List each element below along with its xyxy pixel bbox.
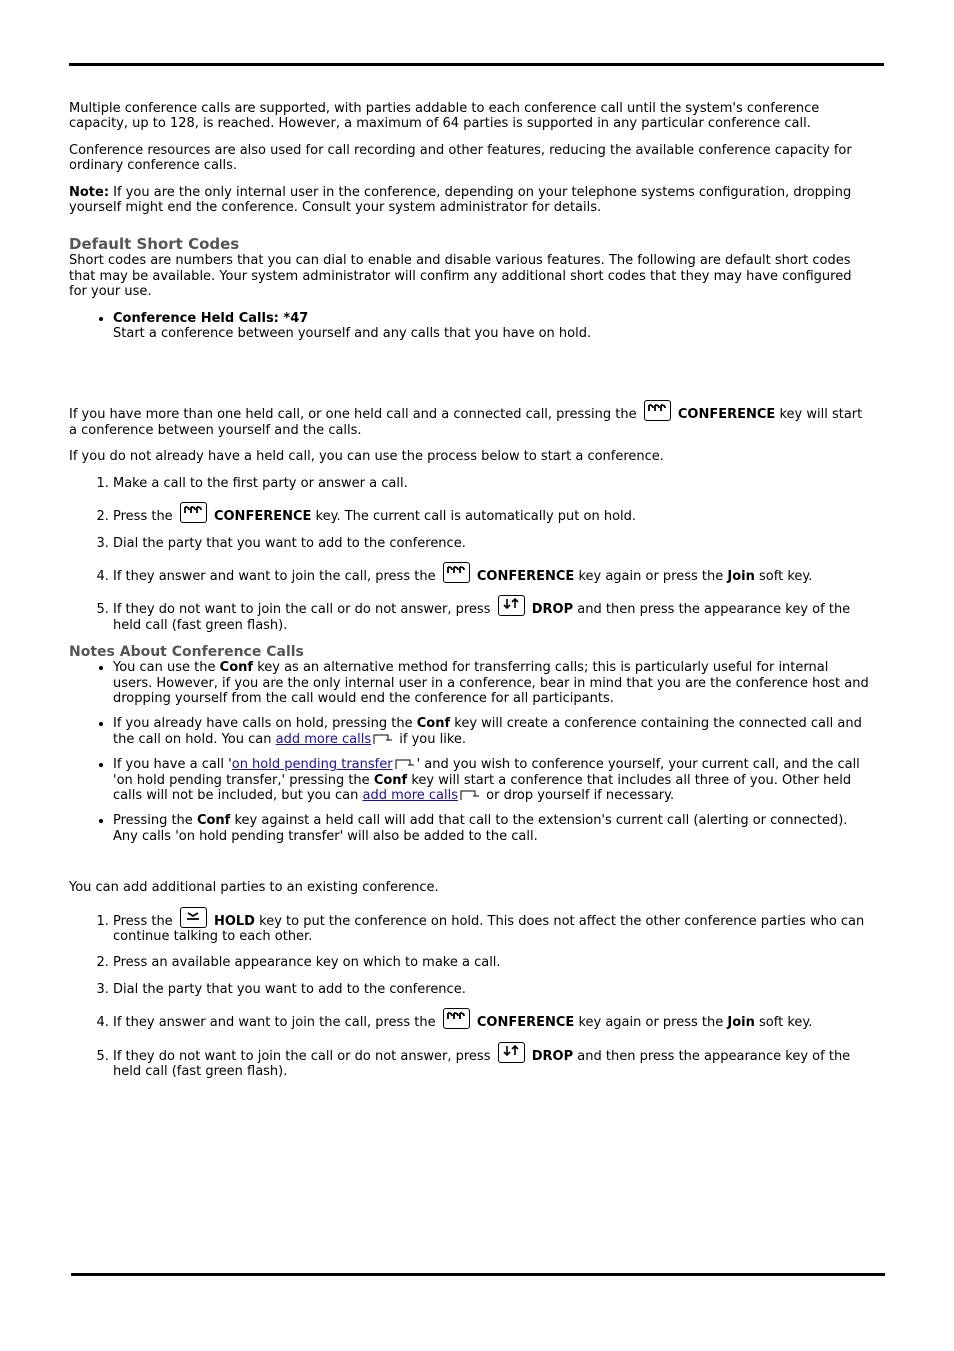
conf-key-label: Conf [416, 716, 451, 732]
step-text: Press the [113, 913, 173, 929]
conference-key-label: CONFERENCE [476, 1015, 575, 1031]
step-text: and then press the appearance key of the held call (fast green flash). [113, 602, 851, 633]
header-rule [69, 63, 884, 66]
step-text: key again or press the [578, 1015, 724, 1031]
conference-key-label: CONFERENCE [677, 407, 776, 423]
page-content [69, 101, 869, 1090]
add-more-calls-link[interactable]: add more calls [362, 787, 459, 803]
list-item [113, 716, 869, 747]
cross-reference-icon [373, 734, 393, 744]
list-item [113, 907, 869, 945]
list-item [113, 562, 869, 584]
start-paragraph-2: If you do not already have a held call, you can use the process below to start a conference. [69, 449, 664, 465]
short-codes-text: Short codes are numbers that you can dial to enable and disable various features. The following are default short codes that may be available. Your system administrator will confirm any additional short codes that they may have configured for your use. [69, 253, 852, 300]
step-text: Press the [113, 509, 173, 525]
note-text: If you already have calls on hold, pressing the [113, 716, 413, 732]
footer-rule [71, 1273, 885, 1276]
note-text: key against a held call will add that call to the extension's current call (alerting or connected). Any calls 'on hold pending transfer' will also be added to the call. [113, 813, 848, 844]
conference-key-icon [443, 1008, 470, 1029]
short-codes-heading: Default Short Codes [69, 235, 240, 254]
note-text: ' and you wish to conference yourself, your current call, and the call 'on hold pending transfer,' pressing the [113, 757, 860, 788]
step-text: key. The current call is automatically put on hold. [315, 509, 637, 525]
list-item [113, 536, 869, 551]
short-code-title: Conference Held Calls: *47 [113, 310, 309, 326]
notes-list [69, 660, 869, 844]
step-text: Make a call to the first party or answer a call. [113, 475, 408, 491]
list-item [113, 813, 869, 844]
list-item [113, 502, 869, 524]
join-softkey-label: Join [727, 1015, 755, 1031]
list-item [113, 660, 869, 706]
conf-key-label: Conf [196, 813, 231, 829]
step-text: If they answer and want to join the call, press the [113, 568, 436, 584]
start-text-a: If you have more than one held call, or one held call and a connected call, pressing the [69, 407, 637, 423]
step-text: Dial the party that you want to add to the conference. [113, 535, 466, 551]
note-text: Pressing the [113, 813, 193, 829]
note-text: or drop yourself if necessary. [486, 787, 675, 803]
short-code-description: Start a conference between yourself and any calls that you have on hold. [113, 326, 592, 342]
cross-reference-icon [460, 790, 480, 800]
note-text: You can use the [113, 660, 216, 676]
join-softkey-label: Join [727, 568, 755, 584]
list-item [113, 311, 869, 342]
intro-paragraph-1: Multiple conference calls are supported, with parties addable to each conference call until the system's conference capacity, up to 128, is reached. However, a maximum of 64 parties is supported in any particular conference call. [69, 101, 820, 132]
conf-key-label: Conf [373, 772, 408, 788]
cross-reference-icon [395, 759, 415, 769]
list-item [113, 476, 869, 491]
drop-key-icon [498, 595, 525, 616]
note-text: If you have a call ' [113, 757, 232, 773]
hold-key-icon [180, 907, 207, 928]
step-text: Press an available appearance key on which to make a call. [113, 955, 501, 971]
list-item [113, 1008, 869, 1030]
conference-key-icon [443, 562, 470, 583]
step-text: soft key. [759, 1015, 813, 1031]
notes-heading: Notes About Conference Calls [69, 644, 304, 661]
step-text: If they answer and want to join the call, press the [113, 1015, 436, 1031]
note-text: key will start a conference that includes all three of you. Other held calls will not be included, but you can [113, 772, 852, 803]
intro-paragraph-2: Conference resources are also used for call recording and other features, reducing the available conference capacity for ordinary conference calls. [69, 142, 852, 174]
step-text: If they do not want to join the call or do not answer, press [113, 1048, 491, 1064]
list-item [113, 757, 869, 803]
start-steps [69, 476, 869, 633]
start-text-b: key will start a conference between yourself and the calls. [69, 407, 863, 438]
conference-key-label: CONFERENCE [476, 568, 575, 584]
list-item [113, 595, 869, 633]
step-text: soft key. [759, 568, 813, 584]
drop-key-label: DROP [531, 1048, 574, 1064]
note-text: key will create a conference containing the connected call and the call on hold. You can [113, 716, 862, 747]
list-item [113, 1042, 869, 1080]
start-paragraph-1 [69, 400, 869, 438]
short-code-list [69, 311, 869, 342]
note-label: Note: [69, 184, 110, 200]
note-text: key as an alternative method for transferring calls; this is particularly useful for internal users. However, if you are the only internal user in a conference, bear in mind that you are the conference host and dropping yourself from the call would end the conference for all participants. [113, 660, 869, 706]
add-more-calls-link[interactable]: add more calls [275, 731, 372, 747]
drop-key-label: DROP [531, 602, 574, 618]
conference-key-icon [180, 502, 207, 523]
list-item [113, 982, 869, 997]
conference-key-icon [644, 400, 671, 421]
drop-key-icon [498, 1042, 525, 1063]
add-paragraph-1: You can add additional parties to an existing conference. [69, 880, 439, 896]
conf-key-label: Conf [219, 660, 254, 676]
intro-note [69, 185, 869, 216]
note-text: if you like. [399, 731, 467, 747]
hold-key-label: HOLD [213, 913, 255, 929]
step-text: and then press the appearance key of the held call (fast green flash). [113, 1048, 851, 1080]
add-steps [69, 907, 869, 1080]
conference-key-label: CONFERENCE [213, 509, 312, 525]
step-text: Dial the party that you want to add to the conference. [113, 981, 466, 997]
step-text: If they do not want to join the call or do not answer, press [113, 602, 491, 618]
note-text: If you are the only internal user in the conference, depending on your telephone systems configuration, dropping yourself might end the conference. Consult your system administrator for details. [69, 184, 852, 216]
on-hold-pending-transfer-link[interactable]: on hold pending transfer [231, 757, 393, 773]
step-text: key to put the conference on hold. This does not affect the other conference parties who can continue talking to each other. [113, 913, 865, 944]
list-item [113, 955, 869, 970]
step-text: key again or press the [578, 568, 724, 584]
